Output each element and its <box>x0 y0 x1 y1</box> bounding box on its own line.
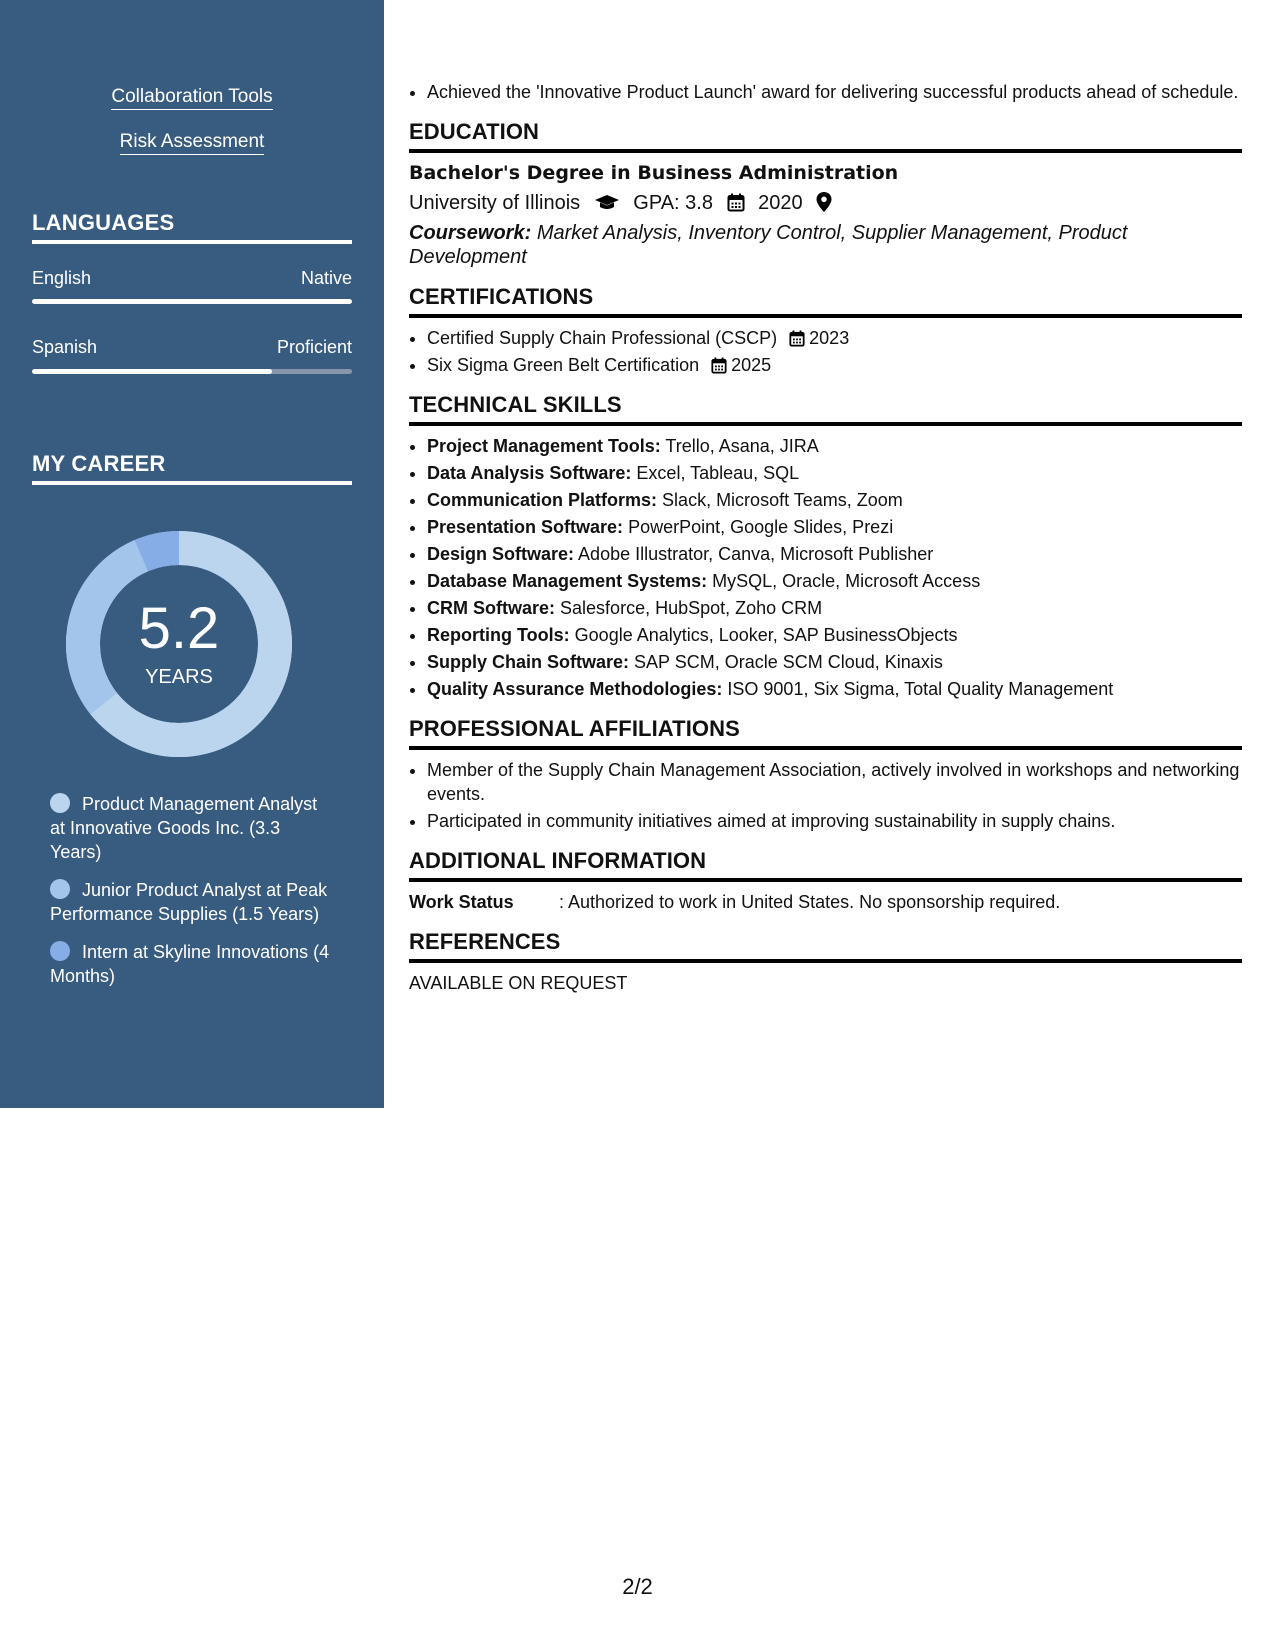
language-name: Spanish <box>32 337 98 357</box>
career-list <box>50 792 330 1002</box>
language-level: Native <box>300 268 352 288</box>
calendar-icon <box>727 193 745 212</box>
certification-item: • Six Sigma Green Belt Certification 2025 <box>427 353 1242 377</box>
donut-segment-2 <box>141 548 179 556</box>
certification-item: • Certified Supply Chain Professional (CSCP) 2023 <box>427 326 1242 350</box>
career-dot <box>50 793 70 813</box>
certifications-list <box>409 326 1242 377</box>
experience-bullets <box>409 80 1242 104</box>
affiliations-heading: PROFESSIONAL AFFILIATIONS <box>409 717 1242 750</box>
skill-item: • CRM Software: Salesforce, HubSpot, Zoho CRM <box>427 596 1242 620</box>
education-heading: EDUCATION <box>409 120 1242 153</box>
skill-item: • Design Software: Adobe Illustrator, Canva, Microsoft Publisher <box>427 542 1242 566</box>
graduation-cap-icon <box>594 194 620 212</box>
skill-item: • Data Analysis Software: Excel, Tableau, SQL <box>427 461 1242 485</box>
sidebar <box>0 0 384 1108</box>
graduation-year: 2020 <box>758 192 803 214</box>
skill-item: • Quality Assurance Methodologies: ISO 9001, Six Sigma, Total Quality Management <box>427 677 1242 701</box>
career-donut-chart <box>66 531 292 757</box>
skill-item: • Database Management Systems: MySQL, Oracle, Microsoft Access <box>427 569 1242 593</box>
skill-item: • Project Management Tools: Trello, Asana, JIRA <box>427 434 1242 458</box>
degree-title: Bachelor's Degree in Business Administration <box>409 162 899 184</box>
career-heading: MY CAREER <box>32 451 352 485</box>
skill-item: • Presentation Software: PowerPoint, Google Slides, Prezi <box>427 515 1242 539</box>
technical-skills-list <box>409 434 1242 701</box>
references-text: AVAILABLE ON REQUEST <box>409 973 628 993</box>
affiliation-item: • Participated in community initiatives aimed at improving sustainability in supply chains. <box>427 809 1242 833</box>
career-item: Junior Product Analyst at Peak Performance Supplies (1.5 Years) <box>50 880 328 924</box>
gpa: GPA: 3.8 <box>633 192 713 214</box>
languages-heading: LANGUAGES <box>32 210 352 244</box>
career-item: Intern at Skyline Innovations (4 Months) <box>50 942 330 986</box>
work-status-value: : Authorized to work in United States. No sponsorship required. <box>559 892 1061 912</box>
career-item: Product Management Analyst at Innovative Goods Inc. (3.3 Years) <box>50 794 318 862</box>
education-details <box>409 191 1242 215</box>
career-total: 5.2 <box>138 596 220 661</box>
affiliation-item: • Member of the Supply Chain Management Association, actively involved in workshops and networking events. <box>427 758 1242 806</box>
calendar-icon <box>711 357 727 374</box>
language-name: English <box>32 268 92 288</box>
coursework-label: Coursework: <box>409 222 532 244</box>
school-name: University of Illinois <box>409 192 581 214</box>
additional-info-heading: ADDITIONAL INFORMATION <box>409 849 1242 882</box>
main-content <box>409 80 1242 995</box>
skill-item: • Communication Platforms: Slack, Microsoft Teams, Zoom <box>427 488 1242 512</box>
calendar-icon <box>789 330 805 347</box>
location-pin-icon <box>816 192 832 212</box>
affiliations-list <box>409 758 1242 833</box>
language-bar-spanish <box>32 369 352 374</box>
skill-risk-assessment[interactable]: Risk Assessment <box>0 131 384 153</box>
skill-item: • Reporting Tools: Google Analytics, Looker, SAP BusinessObjects <box>427 623 1242 647</box>
skill-collaboration-tools[interactable]: Collaboration Tools <box>0 86 384 108</box>
coursework <box>409 221 1242 269</box>
technical-skills-heading: TECHNICAL SKILLS <box>409 393 1242 426</box>
bullet-item: • Achieved the 'Innovative Product Launch' award for delivering successful products ahead of schedule. <box>427 80 1242 104</box>
career-unit: YEARS <box>145 666 213 688</box>
work-status-row <box>409 890 1242 914</box>
page-number: 2/2 <box>622 1574 653 1599</box>
references-heading: REFERENCES <box>409 930 1242 963</box>
language-level: Proficient <box>276 337 352 357</box>
coursework-list: Market Analysis, Inventory Control, Supplier Management, Product Development <box>409 222 1128 268</box>
donut-segment-1 <box>83 556 141 704</box>
career-dot <box>50 941 70 961</box>
certifications-heading: CERTIFICATIONS <box>409 285 1242 318</box>
skill-item: • Supply Chain Software: SAP SCM, Oracle SCM Cloud, Kinaxis <box>427 650 1242 674</box>
language-bar-english <box>32 299 352 304</box>
work-status-label: Work Status <box>409 892 514 912</box>
career-dot <box>50 879 70 899</box>
